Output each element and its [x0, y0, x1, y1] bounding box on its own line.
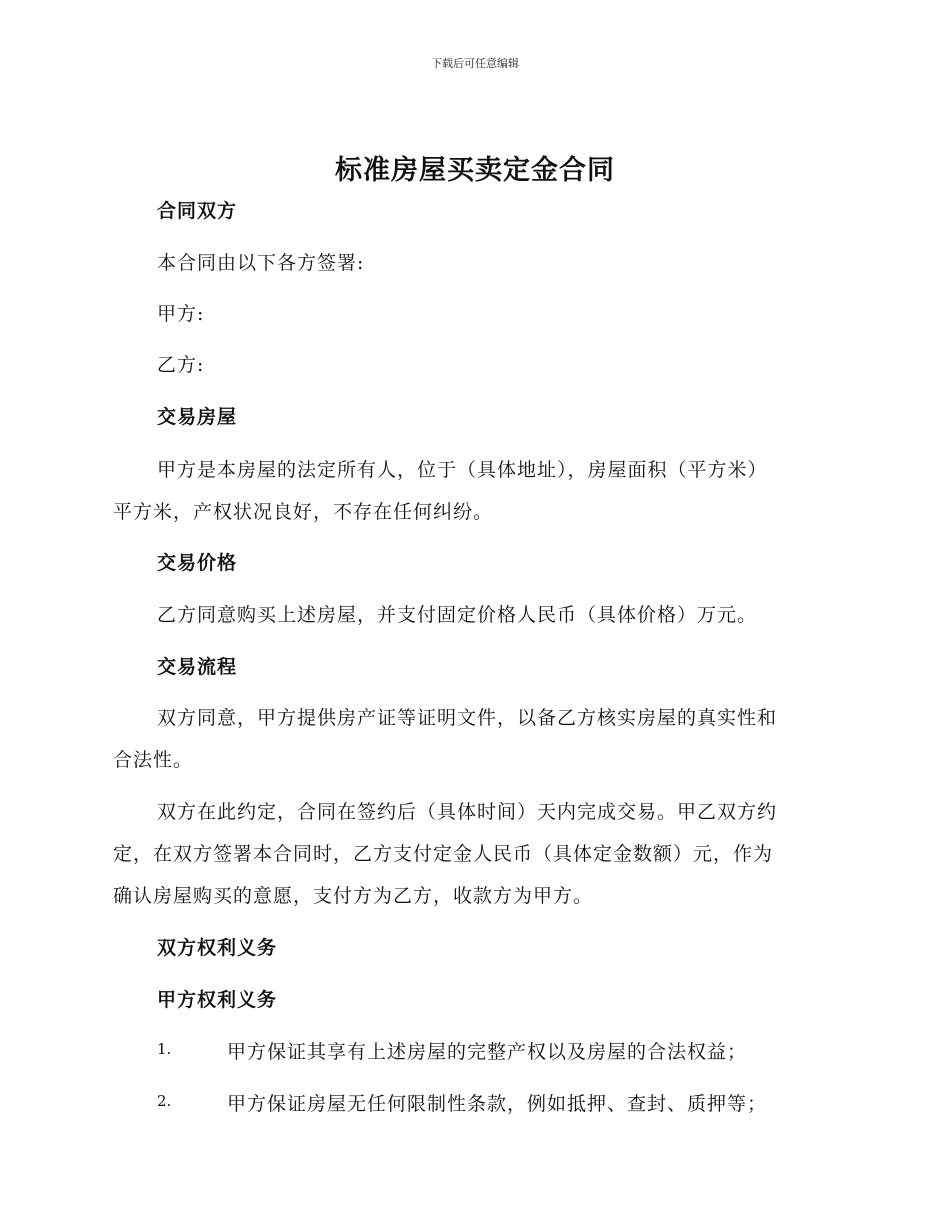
header-note: 下载后可任意编辑 [431, 57, 519, 70]
party-b-label: 乙方: [157, 354, 205, 376]
section-heading-price: 交易价格 [157, 552, 238, 574]
house-paragraph-line: 甲方是本房屋的法定所有人，位于（具体地址），房屋面积（平方米） [157, 459, 768, 481]
document-title: 标准房屋买卖定金合同 [335, 155, 615, 186]
process-paragraph-line: 确认房屋购买的意愿，支付方为乙方，收款方为甲方。 [113, 885, 594, 907]
house-paragraph-line: 平方米，产权状况良好，不存在任何纠纷。 [113, 501, 494, 523]
process-paragraph-line: 定，在双方签署本合同时，乙方支付定金人民币（具体定金数额）元，作为 [113, 843, 774, 865]
sub-heading-party-a-rights: 甲方权利义务 [157, 989, 278, 1011]
list-item-number: 1. [157, 1040, 172, 1058]
list-item-number: 2. [157, 1092, 172, 1110]
list-item: 甲方保证房屋无任何限制性条款，例如抵押、查封、质押等； [227, 1093, 768, 1115]
parties-intro: 本合同由以下各方签署: [157, 252, 365, 274]
process-paragraph-line: 合法性。 [113, 749, 194, 771]
section-heading-parties: 合同双方 [157, 200, 238, 222]
process-paragraph-line: 双方同意，甲方提供房产证等证明文件，以备乙方核实房屋的真实性和 [157, 707, 778, 729]
section-heading-process: 交易流程 [157, 656, 238, 678]
section-heading-house: 交易房屋 [157, 406, 238, 428]
price-paragraph-line: 乙方同意购买上述房屋，并支付固定价格人民币（具体价格）万元。 [157, 604, 758, 626]
section-heading-rights: 双方权利义务 [157, 937, 278, 959]
party-a-label: 甲方: [157, 303, 205, 325]
process-paragraph-line: 双方在此约定，合同在签约后（具体时间）天内完成交易。甲乙双方约 [157, 801, 778, 823]
list-item: 甲方保证其享有上述房屋的完整产权以及房屋的合法权益； [227, 1041, 748, 1063]
